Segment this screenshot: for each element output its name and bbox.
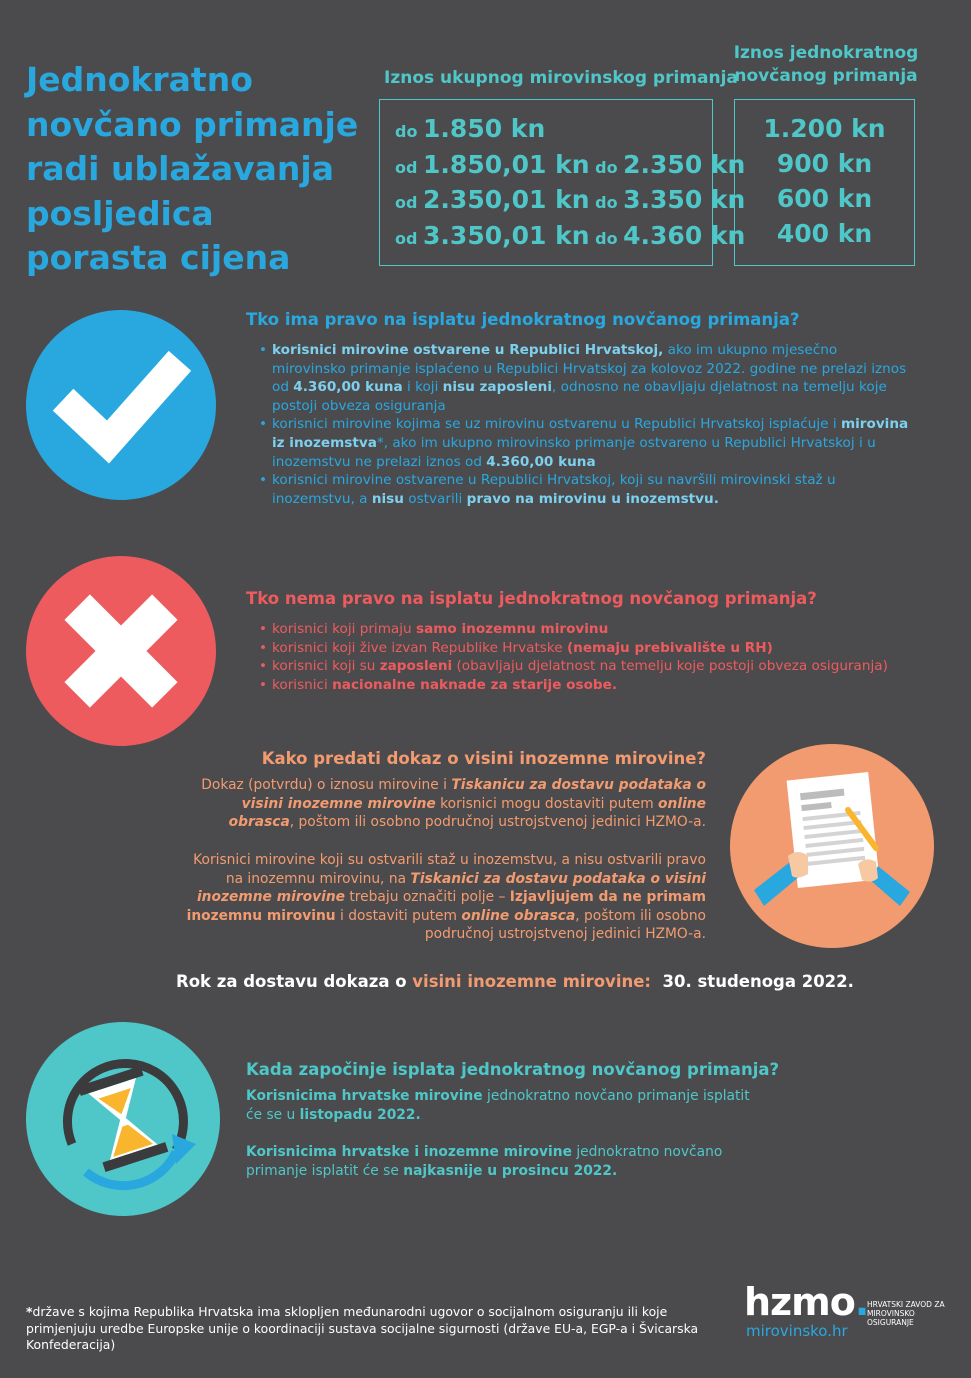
header-one-time-amount: Iznos jednokratnog novčanog primanja [733,43,919,86]
payment-title: Kada započinje isplata jednokratnog novčanog primanja? [246,1060,780,1079]
amount-value: 400 kn [776,219,873,248]
amount-value: 600 kn [776,184,873,213]
not-eligible-list [255,620,935,694]
deadline-line: Rok za dostavu dokaza o visini inozemne mirovine: 30. studenoga 2022. [176,972,854,991]
list-item: • korisnici koji primaju samo inozemnu mirovinu [255,620,935,639]
hzmo-logo: hzmo. [744,1280,869,1324]
range-row: od 2.350,01 kn do 3.350 kn [395,185,746,214]
proof-paragraph: Dokaz (potvrdu) o iznosu mirovine i Tiskanicu za dostavu podataka o visini inozemne mirovine korisnici mogu dostaviti putem online obrasca, poštom ili osobno područnoj ustrojstvenoj jedinici HZMO-a. [201,777,706,831]
amount-box [734,99,915,266]
header-total-pension: Iznos ukupnog mirovinskog primanja [384,68,738,88]
not-eligible-title: Tko nema pravo na isplatu jednokratnog novčanog primanja? [246,589,817,608]
eligible-title: Tko ima pravo na isplatu jednokratnog novčanog primanja? [246,310,800,329]
list-item: • korisnici nacionalne naknade za starije osobe. [255,676,935,695]
pension-range-box [379,99,746,266]
eligible-list [255,341,915,508]
cross-icon [26,556,216,746]
list-item: • korisnici mirovine ostvarene u Republici Hrvatskoj, ako im ukupno mjesečno mirovinsko primanje isplaćeno u Republici Hrvatskoj za kolovoz 2022. godine ne prelazi iznos od 4.360,00 kuna i koji nisu zaposleni, odnosno ne obavljaju djelatnost na temelju koje postoji obveza osiguranja [255,341,915,415]
range-row: od 3.350,01 kn do 4.360 kn [395,220,746,250]
hourglass-icon [26,1022,220,1216]
list-item: • korisnici mirovine kojima se uz mirovinu ostvarenu u Republici Hrvatskoj isplaćuje i mirovina iz inozemstva*, ako im ukupno mirovinsko primanje ostvareno u Republici Hrvatskoj i u inozemstvu ne prelazi iznos od 4.360,00 kuna [255,415,915,471]
footnote: *države s kojima Republika Hrvatska ima sklopljen međunarodni ugovor o socijalnom osiguranju ili koje primjenjuju uredbe Europske unije o koordinaciji sustava socijalne sigurnosti (države EU-a, EGP-a i Švicarska Konfederacija) [26,1304,699,1352]
list-item: • korisnici mirovine ostvarene u Republici Hrvatskoj, koji su navršili mirovinski staž u inozemstvu, a nisu ostvarili pravo na mirovinu u inozemstvu. [255,471,915,508]
payment-paragraph: Korisnicima hrvatske i inozemne mirovine jednokratno novčano primanje isplatit će se najkasnije u prosincu 2022. [246,1144,723,1179]
payment-paragraph: Korisnicima hrvatske mirovine jednokratno novčano primanje isplatit će se u listopadu 2022. [246,1088,750,1123]
amount-value: 900 kn [776,149,873,178]
document-hands-icon [730,744,934,948]
range-row: do 1.850 kn [395,114,546,143]
list-item: • korisnici koji su zaposleni (obavljaju djelatnost na temelju koje postoji obveza osiguranja) [255,657,935,676]
website-link[interactable]: mirovinsko.hr [746,1322,848,1340]
proof-paragraph: Korisnici mirovine koji su ostvarili staž u inozemstvu, a nisu ostvarili pravo na inozemnu mirovinu, na Tiskanici za dostavu podataka o visini inozemne mirovine trebaju označiti polje – Izjavljujem da ne primam inozemnu mirovinu i dostaviti putem online obrasca, poštom ili osobno područnoj ustrojstvenoj jedinici HZMO-a. [186,852,706,943]
logo-subtitle: HRVATSKI ZAVOD ZA MIROVINSKO OSIGURANJE [867,1300,945,1327]
page-title: Jednokratno novčano primanje radi ublažavanja posljedica porasta cijena [26,60,359,277]
amount-value: 1.200 kn [763,114,886,143]
proof-title: Kako predati dokaz o visini inozemne mirovine? [261,749,706,768]
range-row: od 1.850,01 kn do 2.350 kn [395,149,746,179]
list-item: • korisnici koji žive izvan Republike Hrvatske (nemaju prebivalište u RH) [255,639,935,658]
check-icon [26,310,216,500]
